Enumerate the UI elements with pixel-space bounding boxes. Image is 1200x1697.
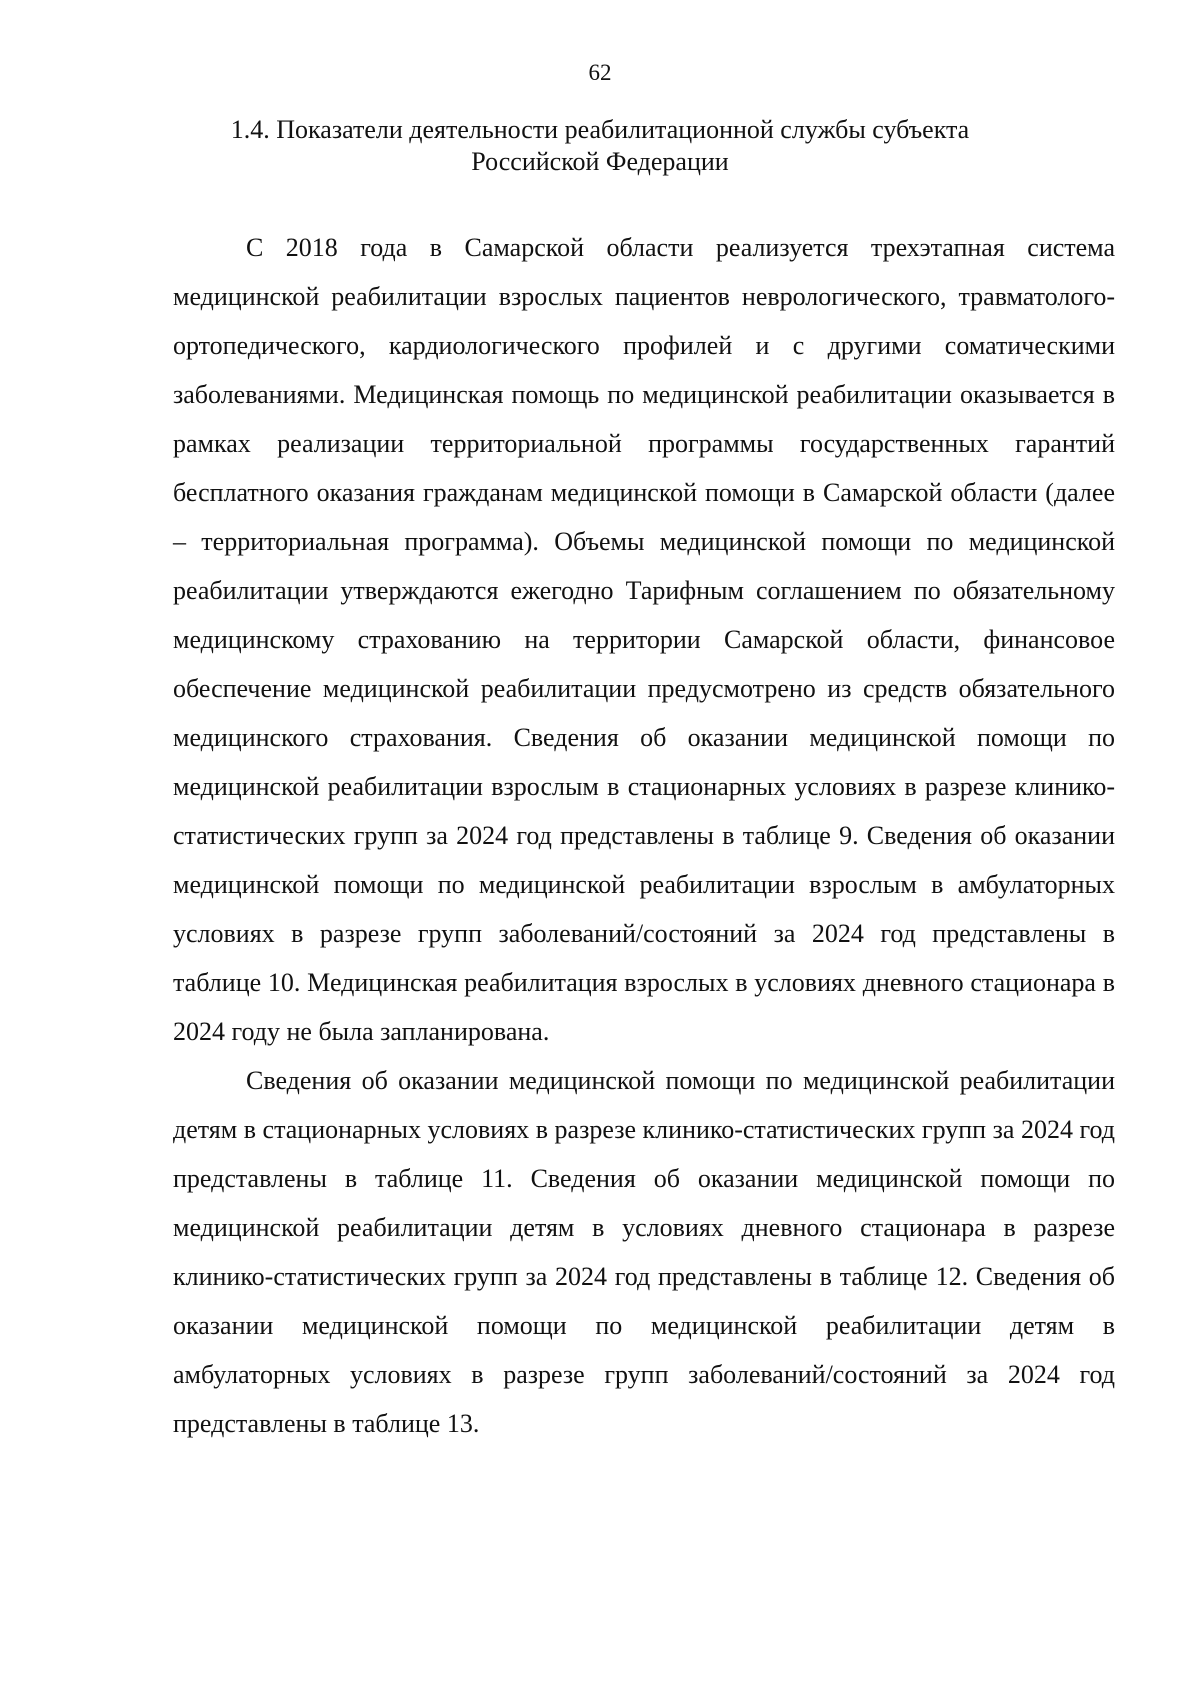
paragraph-child-rehabilitation: Сведения об оказании медицинской помощи по медицинской реабилитации детям в стационарных условиях в разрезе клинико-статистических групп за 2024 год представлены в таблице 11. Сведения об оказании медицинской помощи по медицинской реабилитации детям в условиях дневного стационара в разрезе клинико-статистических групп за 2024 год представлены в таблице 12. Сведения об оказании медицинской помощи по медицинской реабилитации детям в амбулаторных условиях в разрезе групп заболеваний/состояний за 2024 год представлены в таблице 13. <box>173 1066 1115 1438</box>
section-title <box>150 114 1050 178</box>
section-title-line-1: 1.4. Показатели деятельности реабилитационной службы субъекта <box>230 115 970 144</box>
body-text <box>173 223 1115 1448</box>
page-number: 62 <box>588 60 612 85</box>
paragraph-adult-rehabilitation: С 2018 года в Самарской области реализуется трехэтапная система медицинской реабилитации взрослых пациентов неврологического, травматолого-ортопедического, кардиологического профилей и с другими соматическими заболеваниями. Медицинская помощь по медицинской реабилитации оказывается в рамках реализации территориальной программы государственных гарантий бесплатного оказания гражданам медицинской помощи в Самарской области (далее – территориальная программа). Объемы медицинской помощи по медицинской реабилитации утверждаются ежегодно Тарифным соглашением по обязательному медицинскому страхованию на территории Самарской области, финансовое обеспечение медицинской реабилитации предусмотрено из средств обязательного медицинского страхования. Сведения об оказании медицинской помощи по медицинской реабилитации взрослым в стационарных условиях в разрезе клинико-статистических групп за 2024 год представлены в таблице 9. Сведения об оказании медицинской помощи по медицинской реабилитации взрослым в амбулаторных условиях в разрезе групп заболеваний/состояний за 2024 год представлены в таблице 10. Медицинская реабилитация взрослых в условиях дневного стационара в 2024 году не была запланирована. <box>173 233 1115 1046</box>
section-title-line-2: Российской Федерации <box>471 147 729 176</box>
